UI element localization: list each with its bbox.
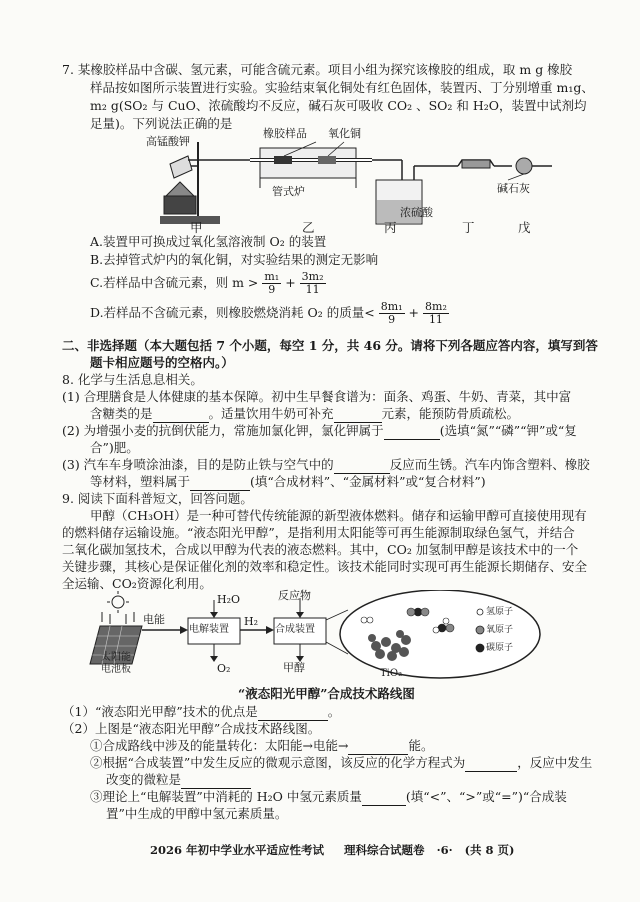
label-apparatus-yi: 乙 [302, 220, 315, 235]
q7-option-d-text: D.若样品不含硫元素，则橡胶燃烧消耗 O₂ 的质量< [90, 305, 375, 320]
fraction-m1-9 [262, 271, 281, 296]
q7-option-a: A.装置甲可换成过氧化氢溶液制 O₂ 的装置 [90, 234, 327, 249]
text: ①合成路线中涉及的能量转化：太阳能→电能→ [90, 738, 349, 753]
legend-oxygen-atom: 氧原子 [486, 625, 514, 635]
label-methanol: 甲醇 [283, 661, 305, 674]
label-tio2: TiO₂ [380, 668, 403, 679]
frac-num: 8m₂ [425, 300, 447, 313]
plus-sign: + [285, 275, 296, 290]
frac-den: 11 [428, 313, 443, 326]
q7-option-c [90, 268, 326, 298]
q9-sub1 [62, 704, 340, 721]
q9-sub2: （2）上图是“液态阳光甲醇”合成技术路线图。 [62, 721, 321, 736]
text: 能。 [408, 738, 434, 753]
answer-blank[interactable] [153, 406, 209, 423]
answer-blank[interactable] [334, 457, 390, 474]
label-synthesis: 合成装置 [275, 624, 315, 635]
label-copper-oxide: 氧化铜 [328, 127, 361, 140]
answer-blank[interactable] [190, 474, 250, 491]
text: 含糖类的是 [90, 406, 153, 421]
text: ②根据“合成装置”中发生反应的微观示意图，该反应的化学方程式为 [90, 755, 466, 770]
fraction-8m2-11 [423, 301, 449, 326]
text: 元素，能预防骨质疏松。 [381, 406, 520, 421]
label-h2: H₂ [244, 615, 259, 628]
q9-text-line3: 二氧化碳加氢技术，合成以甲醇为代表的液态燃料。其中，CO₂ 加氢制甲醇是该技术中的一个 [62, 542, 579, 557]
answer-blank[interactable] [384, 423, 440, 440]
figure-caption: “液态阳光甲醇”合成技术路线图 [238, 686, 415, 701]
frac-den: 11 [305, 283, 320, 296]
text: 反应而生锈。汽车内饰含塑料、橡胶 [389, 457, 590, 472]
fraction-8m1-9 [379, 301, 405, 326]
q9-sub2-c-2: 置”中生成的甲醇中氢元素质量。 [106, 806, 288, 821]
answer-blank[interactable] [181, 772, 251, 789]
methanol-route-diagram [80, 590, 600, 686]
q9-sub2-b [90, 755, 592, 772]
text: (选填“氮”“磷”“钾”或“复 [439, 423, 577, 438]
text: (3) 汽车车身喷涂油漆，目的是防止铁与空气中的 [62, 457, 334, 472]
footer [150, 842, 515, 858]
q9-sub2-a [90, 738, 433, 755]
q8-p3-line2 [90, 474, 486, 491]
footer-total-pages: (共 8 页) [464, 843, 515, 857]
fraction-3m2-11 [300, 271, 326, 296]
q8-heading: 8. 化学与生活息息相关。 [62, 372, 203, 387]
frac-num: 8m₁ [380, 300, 403, 313]
label-apparatus-wu: 戊 [518, 220, 531, 235]
legend-carbon-atom: 碳原子 [486, 643, 514, 653]
label-o2-out: O₂ [217, 662, 231, 675]
q7-line-1: 7. 某橡胶样品中含碳、氢元素，可能含硫元素。项目小组为探究该橡胶的组成，取 m g 橡胶 [62, 62, 573, 77]
q9-text-line2: 的燃料储存运输设施。“液态阳光甲醇”，是指利用太阳能等可再生能源制取绿色氢气，并结合 [62, 525, 575, 540]
text: (填“合成材料”、“金属材料”或“复合材料”) [250, 474, 486, 489]
label-h2o-in: H₂O [217, 593, 241, 606]
q7-option-d [90, 298, 449, 328]
q9-sub2-b-2 [106, 772, 251, 789]
part2-heading-line2: 题卡相应题号的空格内。） [90, 355, 234, 370]
q7-line-4: 足量)。下列说法正确的是 [90, 116, 233, 131]
label-apparatus-bing: 丙 [384, 220, 397, 235]
answer-blank[interactable] [362, 789, 406, 806]
q8-p1-line2 [90, 406, 519, 423]
q7-line-3: m₂ g(SO₂ 与 CuO、浓硫酸均不反应，碱石灰可吸收 CO₂ 、SO₂ 和 H₂O，装置中试剂均 [90, 98, 587, 113]
legend-hydrogen-atom: 氢原子 [486, 607, 514, 617]
answer-blank[interactable] [334, 406, 382, 423]
text: 改变的微粒是 [106, 772, 182, 787]
label-apparatus-ding: 丁 [462, 220, 475, 235]
part2-heading-line1: 二、非选择题（本大题包括 7 个小题，每空 1 分，共 46 分。请将下列各题应答内容，填写到答 [62, 338, 598, 353]
q9-text-line4: 关键步骤，其核心是保证催化剂的效率和稳定性。该技术能同时实现可再生能源长期储存、安全 [62, 559, 588, 574]
frac-den: 9 [388, 313, 396, 326]
text: ，反应中发生 [517, 755, 593, 770]
q7-option-c-text: C.若样品中含硫元素，则 m > [90, 275, 259, 290]
footer-exam-title: 2026 年初中学业水平适应性考试 [150, 843, 325, 857]
label-electric-energy: 电能 [143, 613, 165, 626]
q8-p2-line2: 合”)肥。 [90, 440, 139, 455]
q8-p2-line1 [62, 423, 577, 440]
q9-sub2-c [90, 789, 567, 806]
label-kmno4: 高锰酸钾 [146, 135, 190, 148]
frac-den: 9 [268, 283, 276, 296]
label-soda-lime: 碱石灰 [497, 182, 530, 195]
label-solar-panel-2: 电池板 [101, 664, 131, 675]
answer-blank[interactable] [465, 755, 517, 772]
answer-blank[interactable] [258, 704, 328, 721]
label-conc-h2so4: 浓硫酸 [400, 206, 433, 219]
text: 等材料，塑料属于 [90, 474, 191, 489]
frac-num: m₁ [264, 270, 280, 283]
q9-heading: 9. 阅读下面科普短文，回答问题。 [62, 491, 253, 506]
q9-text-line5: 全运输、CO₂资源化利用。 [62, 576, 212, 591]
label-tube-furnace: 管式炉 [272, 185, 305, 198]
label-rubber-sample: 橡胶样品 [263, 127, 307, 140]
label-reactant: 反应物 [278, 589, 311, 602]
label-apparatus-jia: 甲 [190, 220, 203, 235]
text: 。 [327, 704, 341, 719]
q8-p3-line1 [62, 457, 590, 474]
text: ③理论上“电解装置”中消耗的 H₂O 中氢元素质量 [90, 789, 362, 804]
q7-option-b: B.去掉管式炉内的氧化铜，对实验结果的测定无影响 [90, 252, 379, 267]
text: (填“<”、“>”或“=”)“合成装 [405, 789, 567, 804]
frac-num: 3m₂ [301, 270, 324, 283]
label-electrolysis: 电解装置 [189, 624, 229, 635]
plus-sign: + [408, 305, 420, 320]
footer-page-number: ·6· [436, 843, 453, 857]
label-solar-panel-1: 太阳能 [101, 652, 131, 663]
text: (2) 为增强小麦的抗倒伏能力，常施加氯化钾，氯化钾属于 [62, 423, 384, 438]
text: （1）“液态阳光甲醇”技术的优点是 [62, 704, 258, 719]
q9-text-line1: 甲醇（CH₃OH）是一种可替代传统能源的新型液体燃料。储存和运输甲醇可直接使用现有 [90, 508, 587, 523]
q8-p1-line1: (1) 合理膳食是人体健康的基本保障。初中生早餐食谱为：面条、鸡蛋、牛奶、青菜，其中富 [62, 389, 572, 404]
answer-blank[interactable] [348, 738, 408, 755]
text: 。适量饮用牛奶可补充 [208, 406, 334, 421]
q7-line-2: 样品按如图所示装置进行实验。实验结束氧化铜处有红色固体，装置丙、丁分别增重 m₁g、 [90, 80, 594, 95]
footer-subject: 理科综合试题卷 [344, 843, 425, 857]
